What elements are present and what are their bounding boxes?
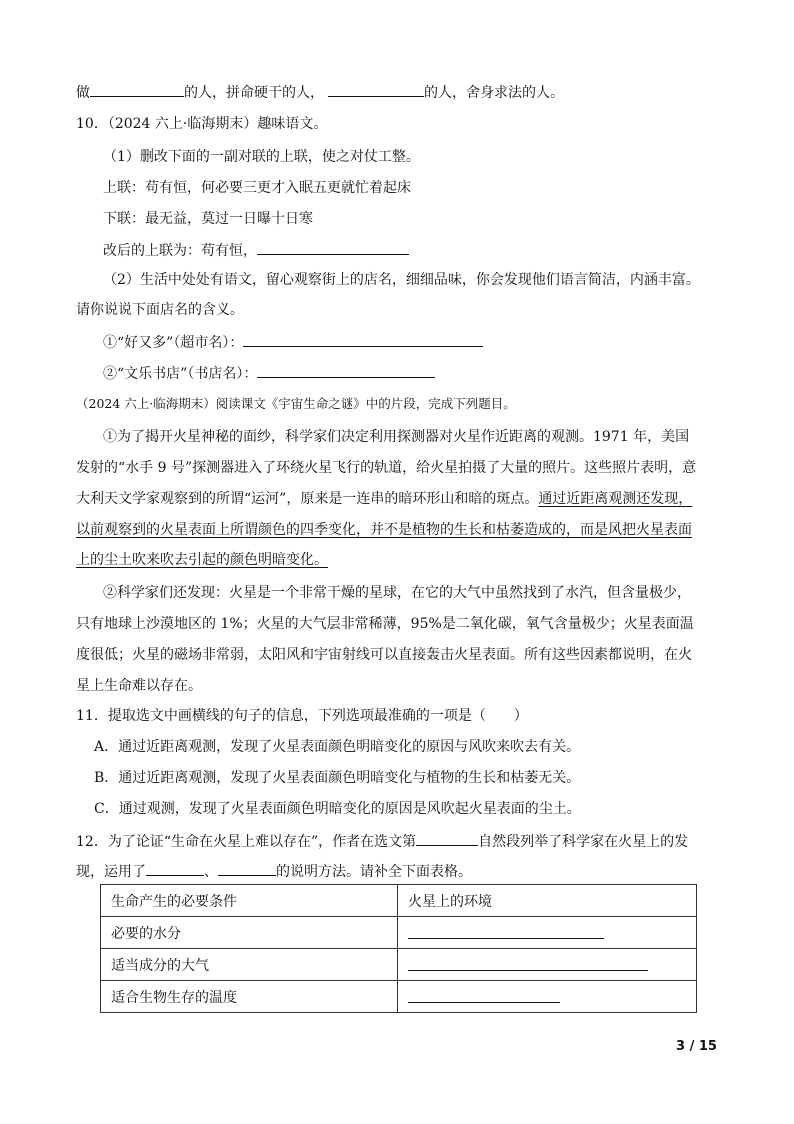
table-header-cell: 生命产生的必要条件 xyxy=(101,885,398,917)
question-11-stem: 11．提取选文中画横线的句子的信息，下列选项最准确的一项是（ ） xyxy=(76,708,528,724)
option-c[interactable]: C．通过观测，发现了火星表面颜色明暗变化的原因是风吹起火星表面的尘土。 xyxy=(94,801,581,817)
answer-blank[interactable] xyxy=(416,830,478,846)
question-10-sub2-cont: 请你说说下面店名的含义。 xyxy=(76,302,244,318)
question-10-title: 10．（2024 六上·临海期末）趣味语文。 xyxy=(76,116,328,132)
text-fragment: 大利天文学家观察到的所谓“运河”，原来是一连串的暗环形山和暗的斑点。 xyxy=(76,491,539,507)
continuation-line xyxy=(76,81,564,103)
table-answer-cell[interactable] xyxy=(398,949,697,981)
text-fragment: ①“好又多”（超市名）： xyxy=(103,335,244,351)
answer-blank[interactable] xyxy=(328,81,424,97)
question-10-sub1: （1）删改下面的一副对联的上联，使之对仗工整。 xyxy=(103,149,420,165)
text-fragment: 的人，拼命硬干的人， xyxy=(184,85,324,101)
table-cell: 适当成分的大气 xyxy=(101,949,398,981)
text-fragment: 改后的上联为：苟有恒， xyxy=(103,243,257,259)
couplet-upper: 上联：苟有恒，何必要三更才入眠五更就忙着起床 xyxy=(103,180,411,196)
text-fragment: 现，运用了 xyxy=(76,864,146,880)
environment-table xyxy=(100,884,697,1013)
underlined-sentence: 以前观察到的火星表面上所谓颜色的四季变化，并不是植物的生长和枯萎造成的，而是风把火星表面 xyxy=(76,522,692,538)
option-b[interactable]: B．通过近距离观测，发现了火星表面颜色明暗变化与植物的生长和枯萎无关。 xyxy=(94,770,581,786)
table-header-row xyxy=(101,885,697,917)
underlined-sentence: 通过近距离观测还发现， xyxy=(538,491,693,507)
text-fragment: 的说明方法。请补全下面表格。 xyxy=(276,864,472,880)
passage-para1-line: 发射的“水手 9 号”探测器进入了环绕火星飞行的轨道，给火星拍摄了大量的照片。这些照片表明，意 xyxy=(76,460,697,476)
shop-name-item-2 xyxy=(103,362,435,384)
table-header-cell: 火星上的环境 xyxy=(398,885,697,917)
passage-para1-line: ①为了揭开火星神秘的面纱，科学家们决定利用探测器对火星作近距离的观测。1971 年，美国 xyxy=(103,429,690,445)
page-number: 3 / 15 xyxy=(676,1039,717,1054)
revised-upper-line xyxy=(103,239,409,261)
answer-blank[interactable] xyxy=(408,923,604,939)
option-a[interactable]: A．通过近距离观测，发现了火星表面颜色明暗变化的原因与风吹来吹去有关。 xyxy=(94,739,581,755)
passage-para1-line xyxy=(76,489,692,509)
text-fragment: 自然段列举了科学家在火星上的发 xyxy=(478,834,689,850)
answer-blank[interactable] xyxy=(243,331,483,347)
table-row xyxy=(101,917,697,949)
text-fragment: 、 xyxy=(204,864,218,880)
passage-para2-line: 只有地球上沙漠地区的 1%；火星的大气层非常稀薄，95%是二氧化碳，氧气含量极少；火星表面温 xyxy=(76,616,694,632)
underlined-sentence: 上的尘土吹来吹去引起的颜色明暗变化。 xyxy=(76,552,328,568)
text-fragment: 12．为了论证“生命在火星上难以存在”，作者在选文第 xyxy=(76,834,417,850)
question-12-line2 xyxy=(76,860,472,882)
answer-blank[interactable] xyxy=(408,955,648,971)
answer-blank[interactable] xyxy=(257,362,435,378)
text-fragment: 的人，舍身求法的人。 xyxy=(424,85,564,101)
passage-intro: （2024 六上·临海期末）阅读课文《宇宙生命之谜》中的片段，完成下列题目。 xyxy=(76,396,516,411)
table-answer-cell[interactable] xyxy=(398,981,697,1013)
answer-blank[interactable] xyxy=(218,860,276,876)
passage-para2-line: 度很低；火星的磁场非常弱，太阳风和宇宙射线可以直接轰击火星表面。所有这些因素都说明，在火 xyxy=(76,647,692,663)
passage-para2-line: 星上生命难以存在。 xyxy=(76,678,202,694)
question-12-line1 xyxy=(76,830,688,852)
table-cell: 适合生物生存的温度 xyxy=(101,981,398,1013)
answer-blank[interactable] xyxy=(90,81,184,97)
table-row xyxy=(101,949,697,981)
table-answer-cell[interactable] xyxy=(398,917,697,949)
answer-blank[interactable] xyxy=(146,860,204,876)
couplet-lower: 下联：最无益，莫过一日曝十日寒 xyxy=(103,211,313,227)
text-fragment: 做 xyxy=(76,85,90,101)
answer-blank[interactable] xyxy=(257,239,409,255)
question-10-sub2: （2）生活中处处有语文，留心观察街上的店名，细细品味，你会发现他们语言简洁，内涵丰富。 xyxy=(103,272,700,288)
passage-para2-line: ②科学家们还发现：火星是一个非常干燥的星球，在它的大气中虽然找到了水汽，但含量极少， xyxy=(103,585,691,601)
text-fragment: ②“文乐书店”（书店名）： xyxy=(103,366,258,382)
shop-name-item-1 xyxy=(103,331,483,353)
table-cell: 必要的水分 xyxy=(101,917,398,949)
table-row xyxy=(101,981,697,1013)
answer-blank[interactable] xyxy=(408,987,560,1003)
